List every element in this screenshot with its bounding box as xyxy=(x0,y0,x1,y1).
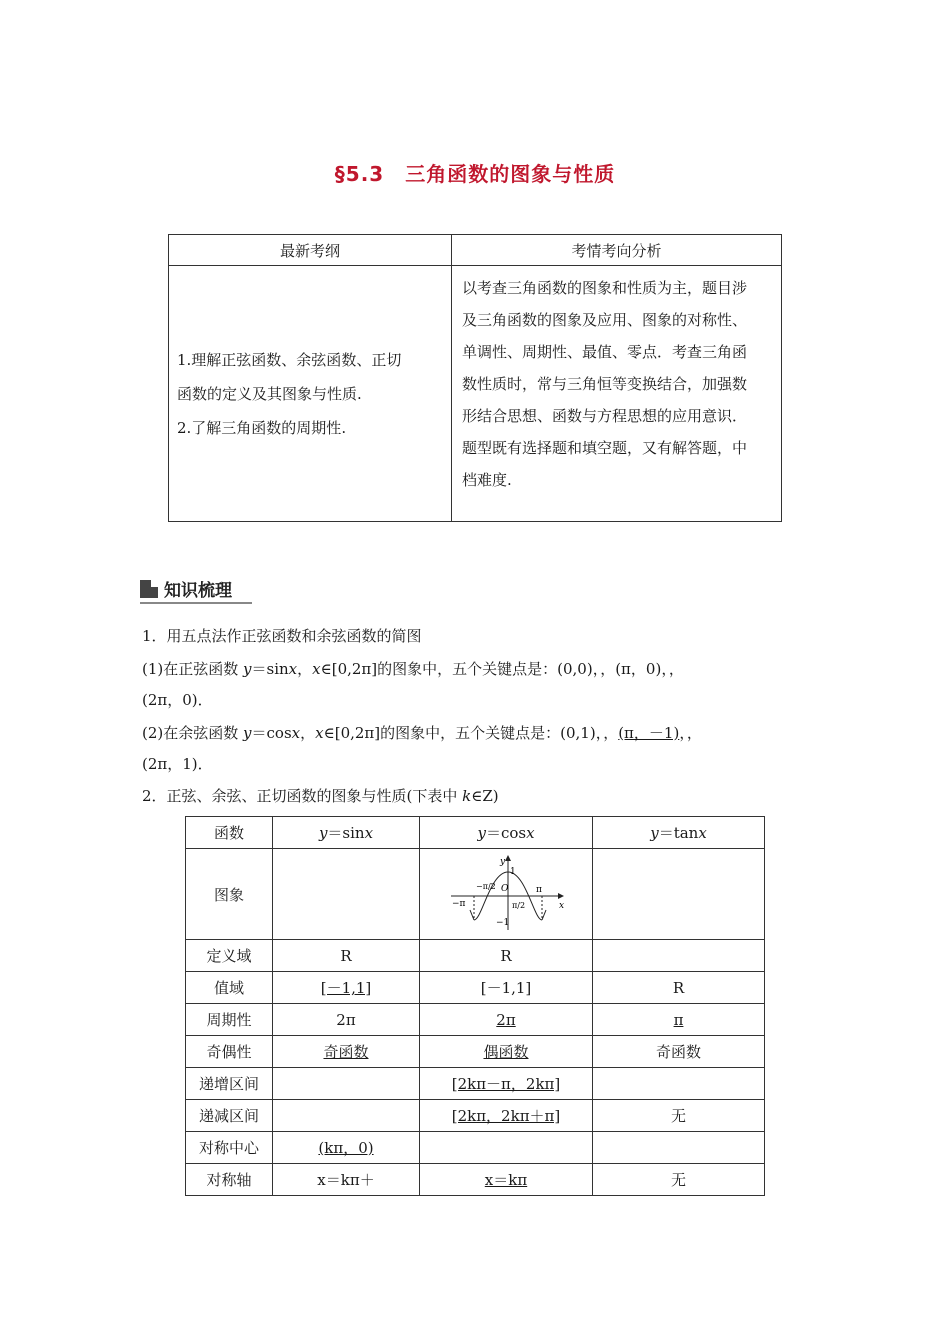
x-axis-arrow-icon xyxy=(558,893,564,899)
row-label: 对称轴 xyxy=(186,1164,273,1196)
y-label: y xyxy=(500,857,506,867)
outline-right-line: 以考查三角函数的图象和性质为主，题目涉 xyxy=(462,279,748,297)
row-label: 奇偶性 xyxy=(186,1036,273,1068)
sin-value xyxy=(273,1068,420,1100)
sin-value: R xyxy=(273,940,420,972)
paragraph-2: (1)在正弦函数 y＝sinx，x∈[0,2π]的图象中，五个关键点是：(0,0)，，(π，0)，， xyxy=(142,660,684,678)
tan-value: 无 xyxy=(593,1164,765,1196)
row-label: 对称中心 xyxy=(186,1132,273,1164)
tan-value xyxy=(593,1068,765,1100)
neg-pi-half-label: −π/2 xyxy=(476,882,496,891)
outline-left-line: 2.了解三角函数的周期性. xyxy=(177,418,347,437)
tan-value: 奇函数 xyxy=(593,1036,765,1068)
tan-value: 无 xyxy=(593,1100,765,1132)
properties-table xyxy=(185,816,765,1196)
sin-value: x＝kπ＋ xyxy=(273,1164,420,1196)
paragraph-3: (2π，0)． xyxy=(142,691,213,709)
paragraph-5: (2π，1)． xyxy=(142,755,213,773)
outline-header-left: 最新考纲 xyxy=(169,235,452,266)
one-label: 1 xyxy=(510,867,516,877)
section-underline xyxy=(140,602,252,604)
tan-value: π xyxy=(593,1004,765,1036)
cosine-graph xyxy=(446,852,566,932)
section-header xyxy=(140,576,252,604)
outline-right-line: 数性质时，常与三角恒等变换结合，加强数 xyxy=(462,375,748,393)
outline-right-line: 题型既有选择题和填空题，又有解答题，中 xyxy=(462,439,748,457)
row-label: 递减区间 xyxy=(186,1100,273,1132)
pi-half-label: π/2 xyxy=(512,901,526,910)
outline-header-right: 考情考向分析 xyxy=(452,235,782,266)
section-square-icon xyxy=(140,580,158,598)
neg-one-label: −1 xyxy=(496,918,510,928)
outline-right-line: 档难度. xyxy=(462,471,512,489)
outline-left-line: 1.理解正弦函数、余弦函数、正切 xyxy=(177,350,402,369)
sin-graph-cell xyxy=(273,849,420,940)
cos-value: R xyxy=(420,940,593,972)
paragraph-6: 2．正弦、余弦、正切函数的图象与性质(下表中 k∈Z) xyxy=(142,787,499,805)
section-label: 知识梳理 xyxy=(164,581,232,601)
cos-value: x＝kπ xyxy=(420,1164,593,1196)
cos-graph-cell xyxy=(420,849,593,940)
row-label: 定义域 xyxy=(186,940,273,972)
sin-value xyxy=(273,1100,420,1132)
outline-right-line: 形结合思想、函数与方程思想的应用意识． xyxy=(462,407,748,425)
outline-right-line: 及三角函数的图象及应用、图象的对称性、 xyxy=(462,311,748,329)
header-function: 函数 xyxy=(186,817,273,849)
cos-value: [2kπ－π，2kπ] xyxy=(420,1068,593,1100)
tan-graph-cell xyxy=(593,849,765,940)
outline-right-line: 单调性、周期性、最值、零点．考查三角函 xyxy=(462,343,748,361)
tan-value: R xyxy=(593,972,765,1004)
outline-left-line: 函数的定义及其图象与性质. xyxy=(177,384,362,403)
sin-value: 奇函数 xyxy=(273,1036,420,1068)
row-label: 值域 xyxy=(186,972,273,1004)
outline-requirements xyxy=(169,266,452,522)
sin-value: (kπ，0) xyxy=(273,1132,420,1164)
tan-value xyxy=(593,1132,765,1164)
tan-value xyxy=(593,940,765,972)
pi-label: π xyxy=(536,885,542,895)
paragraph-4: (2)在余弦函数 y＝cosx，x∈[0,2π]的图象中，五个关键点是：(0,1)，，(π，－1)，， xyxy=(142,724,702,742)
header-cos: y＝cosx xyxy=(420,817,593,849)
outline-analysis xyxy=(452,266,782,522)
paragraph-1: 1．用五点法作正弦函数和余弦函数的简图 xyxy=(142,627,422,645)
row-label: 周期性 xyxy=(186,1004,273,1036)
neg-pi-label: −π xyxy=(452,899,466,909)
outline-table xyxy=(168,234,782,522)
x-label: x xyxy=(559,901,565,911)
y-axis-arrow-icon xyxy=(505,855,511,861)
cos-value xyxy=(420,1132,593,1164)
row-graph-label: 图象 xyxy=(186,849,273,940)
header-sin: y＝sinx xyxy=(273,817,420,849)
header-tan: y＝tanx xyxy=(593,817,765,849)
cos-value: [－1,1] xyxy=(420,972,593,1004)
row-label: 递增区间 xyxy=(186,1068,273,1100)
cos-value: 2π xyxy=(420,1004,593,1036)
sin-value: [－1,1] xyxy=(273,972,420,1004)
cos-value: [2kπ，2kπ＋π] xyxy=(420,1100,593,1132)
cos-value: 偶函数 xyxy=(420,1036,593,1068)
page-title: §5.3 三角函数的图象与性质 xyxy=(334,162,616,186)
origin-label: O xyxy=(501,884,509,894)
sin-value: 2π xyxy=(273,1004,420,1036)
